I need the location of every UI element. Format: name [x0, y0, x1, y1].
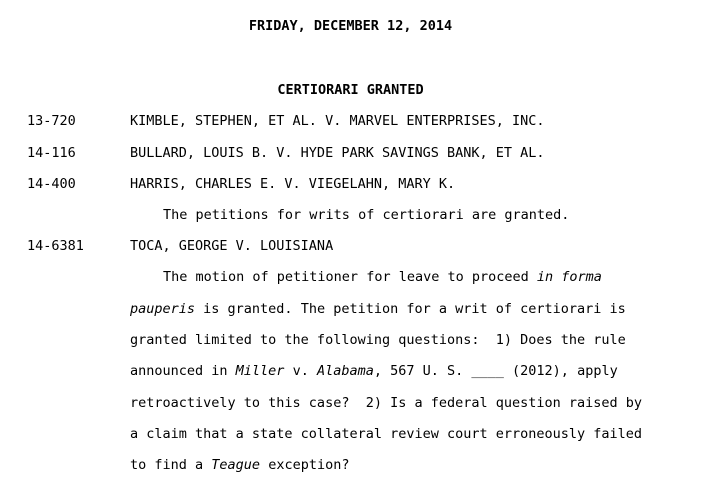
order-text-span: exception? — [260, 457, 350, 473]
case-caption: TOCA, GEORGE V. LOUISIANA — [130, 238, 334, 254]
order-text-span: The motion of petitioner for leave to proceed — [163, 269, 537, 285]
docket-number: 13-720 — [27, 113, 76, 129]
order-text-span: v. — [284, 363, 317, 379]
order-text-line — [130, 300, 626, 318]
case-caption: HARRIS, CHARLES E. V. VIEGELAHN, MARY K. — [130, 176, 456, 192]
order-text: The petitions for writs of certiorari are granted. — [163, 207, 570, 223]
order-text-line: a claim that a state collateral review court erroneously failed — [130, 426, 643, 442]
order-text-line — [130, 362, 618, 380]
docket-number: 14-6381 — [27, 238, 84, 254]
order-text-span: to find a — [130, 457, 212, 473]
document-date: FRIDAY, DECEMBER 12, 2014 — [248, 18, 453, 34]
order-text-span: , 567 U. S. ____ (2012), apply — [373, 363, 618, 379]
section-heading: CERTIORARI GRANTED — [277, 82, 424, 98]
order-text-line: granted limited to the following questions: 1) Does the rule — [130, 332, 626, 348]
order-text-line — [130, 456, 349, 474]
order-text-span: is granted. The petition for a writ of certiorari is — [195, 301, 626, 317]
order-text-span: announced in — [130, 363, 236, 379]
docket-number: 14-400 — [27, 176, 76, 192]
case-name-italic: Alabama — [316, 363, 374, 379]
docket-number: 14-116 — [27, 145, 76, 161]
order-text-line — [163, 268, 602, 286]
case-caption: KIMBLE, STEPHEN, ET AL. V. MARVEL ENTERPRISES, INC. — [130, 113, 545, 129]
case-name-italic: Miller — [235, 363, 285, 379]
case-name-italic: Teague — [211, 457, 261, 473]
case-caption: BULLARD, LOUIS B. V. HYDE PARK SAVINGS BANK, ET AL. — [130, 145, 545, 161]
italic-term: in forma — [536, 269, 602, 285]
italic-term: pauperis — [130, 301, 196, 317]
order-text-line: retroactively to this case? 2) Is a federal question raised by — [130, 395, 643, 411]
